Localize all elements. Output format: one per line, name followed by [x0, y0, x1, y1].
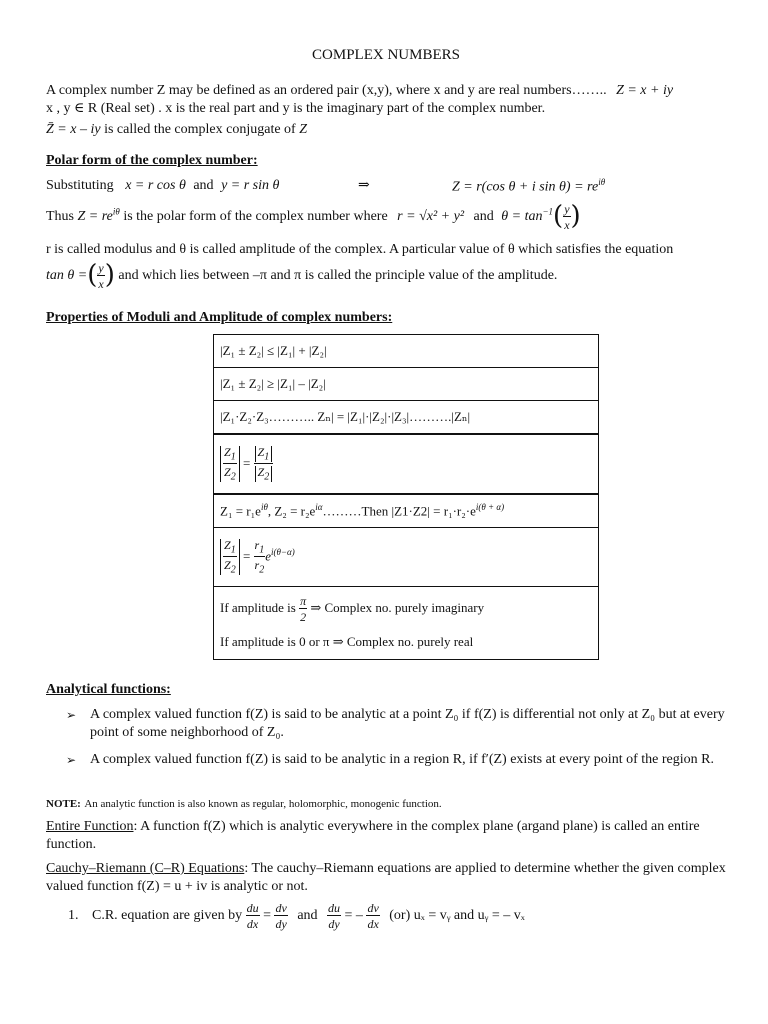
z-definition: Z = x + iy [616, 83, 674, 98]
product-property: $Z_1 = r_1e^{i\theta}$, $Z_2 = r_2e^{i\alpha}\dots\dots\dots Then$ $|Z1\cdot Z2| = r_1\cdot r_2\cdot e^{i(\theta + \alpha)}$ [214, 494, 599, 528]
thus-eq: Z = re [77, 209, 113, 225]
property-row: |Z₁ ± Z₂| ≤ |Z₁| + |Z₂| [214, 335, 599, 368]
entire-function-text: : A function f(Z) which is analytic everywhere in the complex plane (argand plane) is called an entire function. [46, 819, 700, 853]
principle-text: and which lies between –π and π is called the principle value of the amplitude. [118, 268, 558, 284]
intro-text-1: A complex number Z may be defined as an ordered pair (x,y), where x and y are real numbers…….. [46, 83, 607, 98]
thus-label: Thus [46, 209, 74, 225]
modulus-eq: r = √x² + y² [397, 209, 465, 225]
intro-line-2: x , y ∈ R (Real set) . x is the real part and y is the imaginary part of the complex number. [46, 101, 546, 116]
polar-result-exp: iθ [598, 177, 606, 187]
amplitude-eq: θ = tan [501, 209, 543, 225]
cr-equation-line: 1. C.R. equation are given by $\frac{du}{dx}$ = $\frac{dv}{dy}$ and $\frac{du}{dy}$ = – $\frac{dv}{dx}$ (or) uₓ = vᵧ and uᵧ = – vₓ [68, 901, 525, 931]
tan-inverse-exp: −1 [542, 206, 554, 217]
analytic-bullet-2: A complex valued function f(Z) is said to be analytic in a region R, if f′(Z) exists at every point of the region R. [90, 752, 714, 767]
bullet-arrow-icon: ➢ [66, 753, 77, 767]
quotient-property: $\frac{Z_1}{Z_2}$ = $\frac{Z_1}{Z_2}$ [214, 434, 599, 494]
principle-line: tan θ =( $\frac{y}{x}$ ) and which lies between –π and π is called the principle value of the amplitude. [46, 260, 558, 291]
y-over-x-2: $\frac{y}{x}$ [98, 260, 104, 291]
intro-line-3 [46, 121, 307, 139]
thus-line: Thus $Z = re^{i\theta}$ is the polar form of the complex number where r = √x² + y² and $\theta = \tan^{-1}$( $\frac{y}{x}$ ) [46, 201, 581, 232]
amplitude-imaginary: If amplitude is $\frac{\pi}{2}$ ⇒ Complex no. purely imaginary [214, 587, 599, 628]
thus-and: and [473, 209, 494, 225]
cr-item-text: C.R. equation are given by [92, 908, 243, 924]
substitution-line [46, 177, 726, 195]
implies-arrow: ⇒ [358, 178, 370, 193]
cr-and: and [297, 908, 318, 924]
du-dy: $\frac{du}{dy}$ [328, 901, 341, 931]
amplitude-real: If amplitude is 0 or π ⇒ Complex no. purely real [214, 627, 599, 660]
analytic-bullet-1: A complex valued function f(Z) is said to be analytic at a point Z₀ if f(Z) is differential not only at Z₀ but at every point of some neighborhood of Z₀. [90, 707, 725, 741]
property-row: |Z₁·Z₂·Z₃……….. Zₙ| = |Z₁|·|Z₂|·|Z₃|……….|Zₙ| [214, 401, 599, 435]
subst-eq-y: y = r sin θ [221, 178, 280, 193]
analytic-heading: Analytical functions: [46, 682, 171, 697]
cauchy-riemann-para [46, 860, 726, 896]
polar-result: Z = r(cos θ + i sin θ) = re [452, 179, 599, 195]
dv-dy: $\frac{dv}{dy}$ [275, 901, 287, 931]
intro-line-1 [46, 82, 673, 100]
conjugate-text: is called the complex conjugate of [104, 122, 296, 137]
du-dx: $\frac{du}{dx}$ [246, 901, 259, 931]
conjugate-eq: Z̄ = x – iy [46, 122, 101, 137]
conjugate-var: Z [299, 122, 308, 137]
thus-text: is the polar form of the complex number where [123, 209, 388, 225]
thus-exp: iθ [112, 206, 120, 217]
dv-dx: $\frac{dv}{dx}$ [367, 901, 379, 931]
subst-and: and [193, 178, 214, 193]
note-label: NOTE: [46, 798, 81, 810]
entire-function-para [46, 818, 726, 854]
subst-eq-x: x = r cos θ [125, 178, 186, 193]
bullet-arrow-icon: ➢ [66, 708, 77, 722]
page-title: COMPLEX NUMBERS [312, 47, 460, 63]
note-text: An analytic function is also known as regular, holomorphic, monogenic function. [84, 798, 442, 810]
note-line [46, 795, 442, 813]
properties-table [213, 334, 599, 660]
property-row: |Z₁ ± Z₂| ≥ |Z₁| – |Z₂| [214, 368, 599, 401]
polar-heading: Polar form of the complex number: [46, 153, 258, 168]
cr-minus: = – [344, 908, 363, 924]
tan-label: tan θ = [46, 268, 88, 284]
y-over-x: $\frac{y}{x}$ [564, 201, 570, 232]
entire-function-label: Entire Function [46, 819, 134, 834]
subst-label: Substituting [46, 178, 114, 193]
list-number: 1. [68, 908, 79, 924]
modulus-text: r is called modulus and θ is called amplitude of the complex. A particular value of θ which satisfies the equation [46, 242, 674, 257]
properties-heading: Properties of Moduli and Amplitude of complex numbers: [46, 310, 393, 325]
cauchy-riemann-label: Cauchy–Riemann (C–R) Equations [46, 861, 245, 876]
cr-tail: (or) uₓ = vᵧ and uᵧ = – vₓ [389, 908, 525, 924]
quotient-amplitude-property: $\frac{Z_1}{Z_2}$ = $\frac{r_1}{r_2}$ $e^{i(\theta-\alpha)}$ [214, 528, 599, 587]
cauchy-riemann-text: : The cauchy–Riemann equations are applied to determine whether the given complex valued function f(Z) = u + iv is analytic or not. [46, 861, 726, 895]
